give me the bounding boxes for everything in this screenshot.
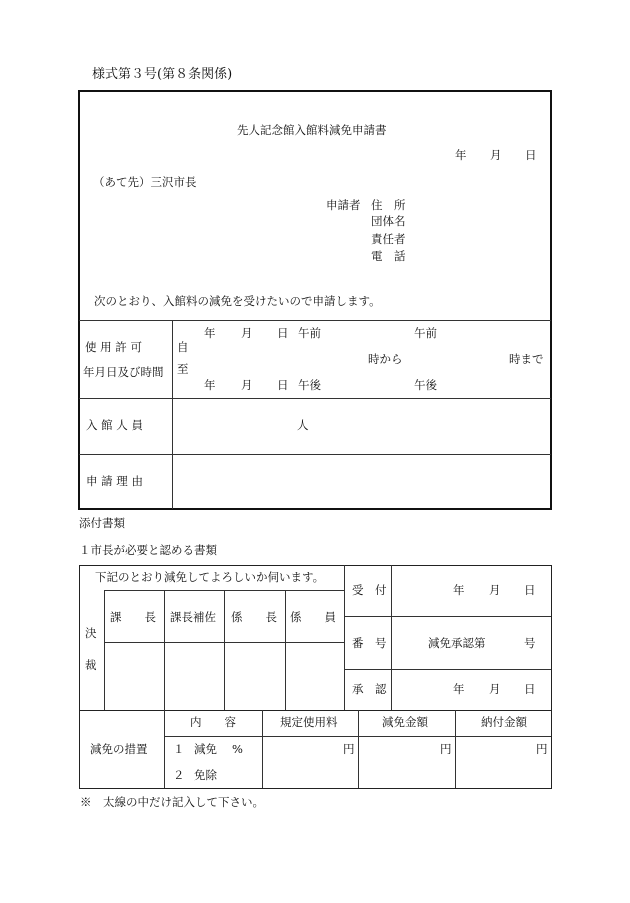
- payment-yen: 円: [536, 742, 548, 756]
- form-number: 様式第３号(第８条関係): [92, 67, 233, 82]
- to-pm-2: 午後: [414, 378, 437, 392]
- addressee: （あて先）三沢市長: [93, 175, 197, 189]
- to-pm: 午後: [298, 378, 321, 392]
- divider: [391, 565, 392, 710]
- option2-label[interactable]: 免除: [194, 768, 217, 782]
- received-month: 月: [489, 583, 501, 597]
- received-label: 受 付: [352, 583, 387, 597]
- divider: [455, 710, 456, 788]
- usage-to: 至: [177, 362, 189, 376]
- date-year: 年: [455, 148, 467, 162]
- note: ※ 太線の中だけ記入して下さい。: [80, 795, 264, 809]
- applicant-address-label[interactable]: 住 所: [371, 198, 406, 212]
- measures-label: 減免の措置: [90, 742, 148, 756]
- number-label: 番 号: [352, 636, 387, 650]
- col-staff: 係 員: [290, 610, 336, 624]
- from-am-2: 午前: [414, 326, 437, 340]
- option1-number: １: [173, 742, 185, 756]
- col-assistant-chief: 課長補佐: [170, 610, 216, 624]
- option1-label[interactable]: 減免: [194, 742, 217, 756]
- divider: [79, 320, 551, 321]
- attachments-item: １市長が必要と認める書類: [79, 543, 217, 557]
- exemption-no-prefix: 減免承認第: [428, 636, 486, 650]
- date-month: 月: [490, 148, 502, 162]
- received-year: 年: [453, 583, 465, 597]
- reason-field[interactable]: [173, 455, 550, 508]
- divider: [344, 616, 551, 617]
- divider: [262, 710, 263, 788]
- fee-yen: 円: [343, 742, 355, 756]
- header-content: 内 容: [190, 715, 236, 729]
- usage-label-1: 使 用 許 可: [85, 340, 142, 354]
- visitors-unit: 人: [297, 418, 309, 432]
- header-payment: 納付金額: [481, 715, 527, 729]
- option2-number: ２: [173, 768, 185, 782]
- divider: [164, 590, 165, 710]
- col-unit-chief: 係 長: [231, 610, 277, 624]
- request-text: 次のとおり、入館料の減免を受けたいので申請します。: [94, 294, 381, 308]
- usage-label-2: 年月日及び時間: [83, 365, 164, 379]
- to-time: 時まで: [509, 352, 544, 366]
- approved-day: 日: [524, 682, 536, 696]
- col-section-chief: 課 長: [110, 610, 156, 624]
- applicant-group-label[interactable]: 団体名: [371, 214, 406, 228]
- approved-year: 年: [453, 682, 465, 696]
- applicant-label: 申請者: [326, 198, 361, 212]
- reason-label: 申 請 理 由: [86, 474, 143, 488]
- visitors-label: 入 館 人 員: [86, 418, 143, 432]
- approval-header: 下記のとおり減免してよろしいか伺います。: [95, 570, 325, 584]
- form-title: 先人記念館入館料減免申請書: [237, 123, 387, 137]
- approved-month: 月: [489, 682, 501, 696]
- kessai-label-2: 裁: [85, 658, 97, 672]
- header-fee: 規定使用料: [280, 715, 338, 729]
- from-month: 月: [241, 326, 253, 340]
- from-year: 年: [204, 326, 216, 340]
- exemption-no-suffix: 号: [524, 636, 536, 650]
- to-year: 年: [204, 378, 216, 392]
- header-reduction: 減免金額: [382, 715, 428, 729]
- applicant-manager-label[interactable]: 責任者: [371, 232, 406, 246]
- divider: [224, 590, 225, 710]
- divider: [344, 565, 345, 710]
- visitors-field[interactable]: [173, 399, 550, 453]
- option1-percent: %: [232, 742, 243, 756]
- from-time: 時から: [368, 352, 403, 366]
- date-day: 日: [525, 148, 537, 162]
- attachments-label: 添付書類: [79, 516, 125, 530]
- received-day: 日: [524, 583, 536, 597]
- divider: [164, 710, 165, 788]
- to-month: 月: [241, 378, 253, 392]
- divider: [285, 590, 286, 710]
- reduction-yen: 円: [440, 742, 452, 756]
- kessai-label-1: 決: [85, 626, 97, 640]
- divider: [358, 710, 359, 788]
- approved-label: 承 認: [352, 682, 387, 696]
- usage-from: 自: [177, 340, 189, 354]
- to-day: 日: [277, 378, 289, 392]
- divider: [164, 736, 551, 737]
- from-day: 日: [277, 326, 289, 340]
- divider: [104, 590, 105, 710]
- applicant-phone-label[interactable]: 電 話: [371, 249, 406, 263]
- divider: [344, 669, 551, 670]
- from-am: 午前: [298, 326, 321, 340]
